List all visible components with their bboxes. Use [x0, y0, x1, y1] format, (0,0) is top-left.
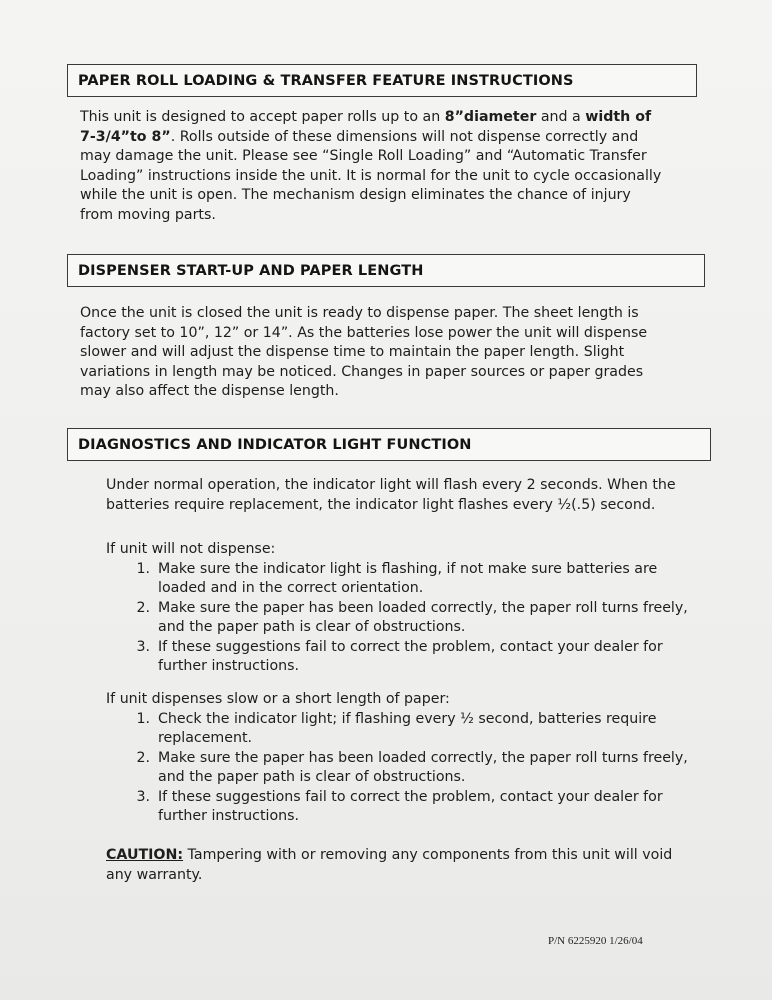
instruction-list [128, 710, 696, 827]
text-run: and a [536, 109, 586, 125]
caution-label: CAUTION: [106, 847, 184, 863]
list-text: If these suggestions fail to correct the problem, contact your dealer for further instructions. [158, 788, 663, 824]
list-number: 3. [136, 788, 150, 805]
list-item [128, 599, 696, 638]
list-text: Make sure the indicator light is flashing, if not make sure batteries are loaded and in the correct orientation. [158, 560, 658, 596]
list-item [128, 710, 696, 749]
section-title: DISPENSER START-UP AND PAPER LENGTH [78, 262, 424, 279]
section-title: PAPER ROLL LOADING & TRANSFER FEATURE INSTRUCTIONS [78, 72, 574, 89]
section-header-paper-roll [67, 64, 697, 97]
list-text: Make sure the paper has been loaded correctly, the paper roll turns freely, and the paper path is clear of obstructions. [158, 749, 688, 785]
bold-run: 8”diameter [444, 109, 537, 125]
caution-note [106, 846, 696, 885]
group-heading: If unit will not dispense: [106, 541, 276, 557]
caution-text: Tampering with or removing any components from this unit will void any warranty. [106, 847, 673, 883]
dispenser-paragraph: Once the unit is closed the unit is ready to dispense paper. The sheet length is factory set to 10”, 12” or 14”. As the batteries lose power the unit will dispense slower and will adjust the dispense time to maintain the paper length. Slight variations in length may be noticed. Changes in paper sources or paper grades may also affect the dispense length. [80, 305, 648, 399]
section-title: DIAGNOSTICS AND INDICATOR LIGHT FUNCTION [78, 436, 472, 453]
list-text: Make sure the paper has been loaded correctly, the paper roll turns freely, and the paper path is clear of obstructions. [158, 599, 688, 635]
dispense-slow-group [106, 690, 696, 827]
list-item [128, 749, 696, 788]
list-item [128, 560, 696, 599]
list-item [128, 638, 696, 677]
instruction-list [128, 560, 696, 677]
text-run: This unit is designed to accept paper rolls up to an [80, 109, 445, 125]
text-run: . Rolls outside of these dimensions will not dispense correctly and may damage the unit. Please see “Single Roll Loading” and “Automatic Transfer Loading” instructions inside the unit. It is normal for the unit to cycle occasionally while the unit is open. The mechanism design eliminates the chance of injury from moving parts. [80, 128, 662, 223]
list-text: Check the indicator light; if flashing every ½ second, batteries require replacement. [158, 710, 657, 746]
part-number: P/N 6225920 1/26/04 [548, 935, 643, 947]
list-number: 3. [136, 638, 150, 655]
list-number: 2. [136, 599, 150, 616]
group-heading: If unit dispenses slow or a short length of paper: [106, 691, 450, 707]
list-number: 2. [136, 749, 150, 766]
bold-run: width of 7-3/4”to 8” [80, 109, 652, 145]
section-header-dispenser [67, 254, 705, 287]
list-item [128, 788, 696, 827]
list-number: 1. [136, 710, 150, 727]
paper-roll-paragraph [80, 108, 665, 225]
diagnostics-intro: Under normal operation, the indicator light will flash every 2 seconds. When the batteries require replacement, the indicator light flashes every ½(.5) second. [106, 477, 676, 513]
list-number: 1. [136, 560, 150, 577]
section-header-diagnostics [67, 428, 711, 461]
list-text: If these suggestions fail to correct the problem, contact your dealer for further instructions. [158, 638, 663, 674]
not-dispense-group [106, 540, 696, 677]
